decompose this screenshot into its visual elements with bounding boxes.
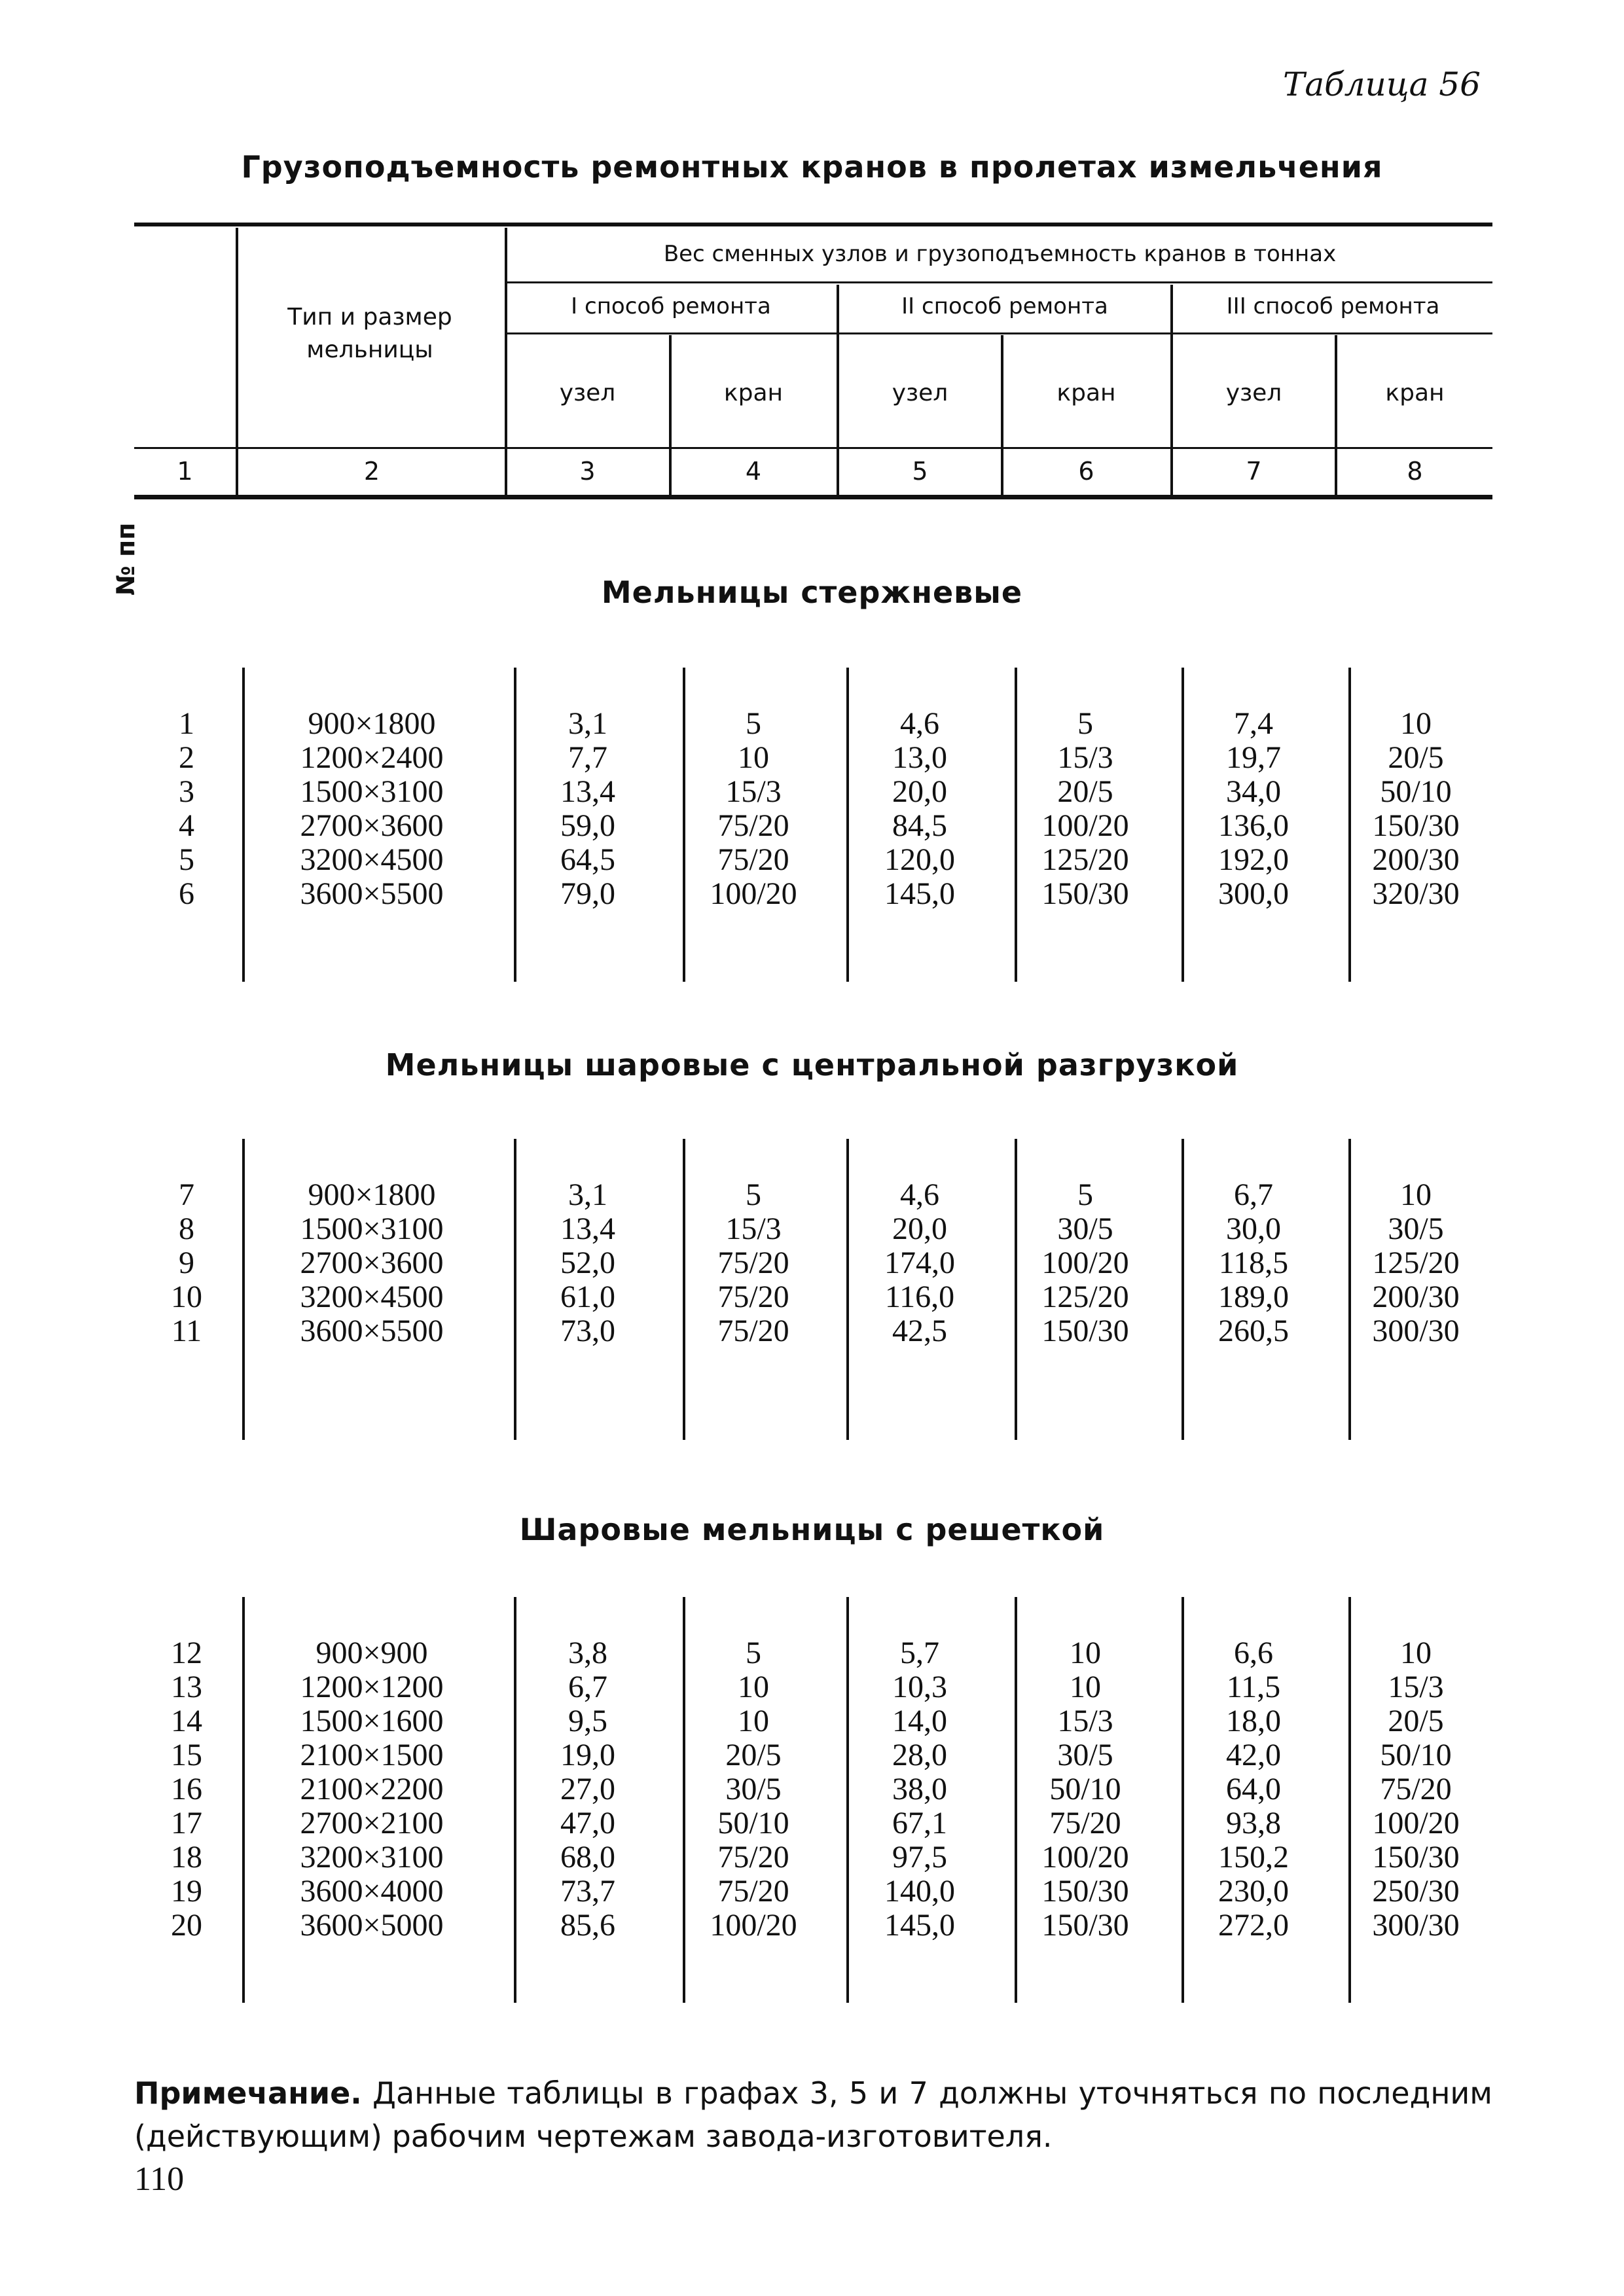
table-row: [134, 1772, 1492, 1806]
table-cell: 15/3: [1388, 1670, 1444, 1704]
note-text: Данные таблицы в графах 3, 5 и 7 должны уточняться по последним (действующим) рабочим чертежам завода-изготовителя.: [134, 2075, 1492, 2154]
table-cell: 2100×1500: [300, 1738, 444, 1772]
table-cell: 50/10: [1049, 1772, 1121, 1806]
header-crane: кран: [1385, 380, 1445, 406]
table-cell: 200/30: [1372, 1280, 1460, 1314]
table-cell: 100/20: [1041, 808, 1129, 843]
table-cell: 15/3: [725, 774, 782, 809]
table-row: [134, 809, 1492, 843]
table-cell: 13,4: [560, 1211, 615, 1246]
table-cell: 11: [171, 1314, 202, 1348]
table-cell: 61,0: [560, 1280, 615, 1314]
table-cell: 3200×4500: [300, 842, 444, 877]
table-cell: 97,5: [892, 1840, 947, 1874]
table-cell: 73,0: [560, 1314, 615, 1348]
table-cell: 79,0: [560, 876, 615, 911]
table-cell: 1500×3100: [300, 1211, 444, 1246]
table-cell: 30/5: [1388, 1211, 1444, 1246]
table-cell: 3,1: [568, 1177, 607, 1212]
table-cell: 14,0: [892, 1704, 947, 1738]
table-cell: 116,0: [884, 1280, 955, 1314]
section-title: Шаровые мельницы с решеткой: [519, 1512, 1105, 1547]
rule: [505, 332, 1492, 334]
divider: [837, 285, 839, 495]
table-cell: 5: [746, 706, 761, 741]
header-crane: кран: [723, 380, 784, 406]
header-group: Вес сменных узлов и грузоподъемность кранов в тоннах: [663, 241, 1337, 267]
table-cell: 120,0: [884, 842, 955, 877]
table-cell: 260,5: [1218, 1314, 1289, 1348]
section-ball-central: [134, 1139, 1492, 1440]
table-cell: 300,0: [1218, 876, 1289, 911]
table-cell: 150/30: [1041, 1314, 1129, 1348]
table-cell: 250/30: [1372, 1874, 1460, 1909]
table-row: [134, 1314, 1492, 1348]
table-cell: 68,0: [560, 1840, 615, 1874]
table-cell: 2700×2100: [300, 1806, 444, 1840]
note: [134, 2072, 1492, 2158]
table-cell: 10: [1400, 706, 1432, 741]
table-cell: 1500×3100: [300, 774, 444, 809]
top-rule: [134, 223, 1492, 226]
page-number: 110: [134, 2161, 185, 2198]
table-cell: 20/5: [725, 1738, 782, 1772]
table-cell: 150/30: [1041, 1874, 1129, 1909]
table-cell: 9: [179, 1246, 194, 1280]
table-cell: 64,5: [560, 842, 615, 877]
table-cell: 75/20: [717, 808, 789, 843]
table-cell: 75/20: [717, 1314, 789, 1348]
table-cell: 10: [738, 1670, 769, 1704]
table-cell: 3200×4500: [300, 1280, 444, 1314]
table-cell: 3: [179, 774, 194, 809]
header-type: Тип и размер мельницы: [287, 304, 452, 363]
divider: [505, 228, 507, 495]
table-caption: Таблица 56: [1283, 65, 1481, 103]
header-node: узел: [892, 380, 948, 406]
table-cell: 47,0: [560, 1806, 615, 1840]
table-cell: 7: [179, 1177, 194, 1212]
table-cell: 145,0: [884, 876, 955, 911]
table-cell: 13: [171, 1670, 202, 1704]
table-cell: 15/3: [1057, 1704, 1113, 1738]
table-cell: 11,5: [1226, 1670, 1281, 1704]
section-title: Мельницы шаровые с центральной разгрузкой: [385, 1047, 1239, 1083]
table-cell: 5: [746, 1177, 761, 1212]
table-cell: 3600×5500: [300, 876, 444, 911]
table-cell: 140,0: [884, 1874, 955, 1909]
table-cell: 5: [746, 1636, 761, 1670]
table-cell: 100/20: [1041, 1840, 1129, 1874]
column-number: 8: [1407, 457, 1423, 486]
table-cell: 1: [179, 706, 194, 741]
table-cell: 5: [1077, 1177, 1093, 1212]
table-row: [134, 707, 1492, 741]
table-cell: 10: [738, 740, 769, 775]
table-row: [134, 877, 1492, 911]
divider: [236, 228, 238, 495]
table-cell: 7,7: [568, 740, 607, 775]
table-cell: 125/20: [1372, 1246, 1460, 1280]
column-number: 3: [579, 457, 596, 486]
table-cell: 16: [171, 1772, 202, 1806]
table-cell: 1500×1600: [300, 1704, 444, 1738]
table-cell: 52,0: [560, 1246, 615, 1280]
table-cell: 100/20: [1041, 1246, 1129, 1280]
table-cell: 12: [171, 1636, 202, 1670]
table-cell: 3600×5000: [300, 1908, 444, 1943]
rule: [505, 281, 1492, 283]
table-cell: 6: [179, 876, 194, 911]
table-cell: 15: [171, 1738, 202, 1772]
table-cell: 2700×3600: [300, 808, 444, 843]
table-cell: 20/5: [1388, 1704, 1444, 1738]
table-row: [134, 843, 1492, 877]
table-cell: 3200×3100: [300, 1840, 444, 1874]
table-cell: 20/5: [1388, 740, 1444, 775]
table-cell: 75/20: [1049, 1806, 1121, 1840]
table-cell: 192,0: [1218, 842, 1289, 877]
table-cell: 1200×1200: [300, 1670, 444, 1704]
table-cell: 200/30: [1372, 842, 1460, 877]
column-number: 7: [1246, 457, 1262, 486]
table-cell: 10: [1070, 1636, 1101, 1670]
table-cell: 85,6: [560, 1908, 615, 1943]
table-cell: 27,0: [560, 1772, 615, 1806]
table-row: [134, 1636, 1492, 1670]
table-cell: 174,0: [884, 1246, 955, 1280]
table-cell: 20,0: [892, 1211, 947, 1246]
table-cell: 189,0: [1218, 1280, 1289, 1314]
table-cell: 2: [179, 740, 194, 775]
table-row: [134, 1246, 1492, 1280]
table-cell: 125/20: [1041, 842, 1129, 877]
table-cell: 30/5: [725, 1772, 782, 1806]
table-cell: 6,6: [1234, 1636, 1273, 1670]
header-crane: кран: [1056, 380, 1116, 406]
table-cell: 75/20: [1380, 1772, 1452, 1806]
table-cell: 10: [1070, 1670, 1101, 1704]
table-cell: 1200×2400: [300, 740, 444, 775]
table-cell: 118,5: [1218, 1246, 1289, 1280]
table-cell: 13,0: [892, 740, 947, 775]
table-cell: 300/30: [1372, 1908, 1460, 1943]
table-row: [134, 1670, 1492, 1704]
table-cell: 15/3: [1057, 740, 1113, 775]
table-cell: 150/30: [1041, 1908, 1129, 1943]
table-cell: 42,0: [1226, 1738, 1281, 1772]
table-cell: 20,0: [892, 774, 947, 809]
table-cell: 100/20: [1372, 1806, 1460, 1840]
table-cell: 19: [171, 1874, 202, 1909]
table-cell: 93,8: [1226, 1806, 1281, 1840]
table-cell: 6,7: [568, 1670, 607, 1704]
table-cell: 4,6: [900, 706, 939, 741]
table-cell: 18: [171, 1840, 202, 1874]
table-cell: 20: [171, 1908, 202, 1943]
column-number: 4: [745, 457, 762, 486]
table-cell: 2100×2200: [300, 1772, 444, 1806]
table-row: [134, 1738, 1492, 1772]
table-cell: 64,0: [1226, 1772, 1281, 1806]
table-cell: 10: [1400, 1177, 1432, 1212]
table-cell: 900×900: [316, 1636, 428, 1670]
table-cell: 20/5: [1057, 774, 1113, 809]
header-number: № пп: [111, 522, 140, 596]
table-row: [134, 1212, 1492, 1246]
table-cell: 75/20: [717, 1874, 789, 1909]
table-cell: 10: [171, 1280, 202, 1314]
section-title: Мельницы стержневые: [601, 575, 1023, 610]
table-cell: 30/5: [1057, 1211, 1113, 1246]
table-cell: 75/20: [717, 1246, 789, 1280]
table-row: [134, 775, 1492, 809]
table-cell: 4: [179, 808, 194, 843]
table-cell: 4,6: [900, 1177, 939, 1212]
table-row: [134, 1280, 1492, 1314]
table-cell: 10: [738, 1704, 769, 1738]
table-cell: 136,0: [1218, 808, 1289, 843]
table-cell: 5: [179, 842, 194, 877]
table-cell: 84,5: [892, 808, 947, 843]
header-node: узел: [559, 380, 616, 406]
table-cell: 6,7: [1234, 1177, 1273, 1212]
table-cell: 75/20: [717, 1280, 789, 1314]
table-cell: 10: [1400, 1636, 1432, 1670]
table-cell: 30/5: [1057, 1738, 1113, 1772]
table-cell: 300/30: [1372, 1314, 1460, 1348]
table-cell: 320/30: [1372, 876, 1460, 911]
table-cell: 28,0: [892, 1738, 947, 1772]
table-row: [134, 1909, 1492, 1943]
note-label: Примечание.: [134, 2075, 362, 2111]
table-cell: 100/20: [710, 1908, 797, 1943]
table-cell: 272,0: [1218, 1908, 1289, 1943]
table-cell: 14: [171, 1704, 202, 1738]
table-cell: 150/30: [1372, 808, 1460, 843]
table-cell: 230,0: [1218, 1874, 1289, 1909]
table-cell: 38,0: [892, 1772, 947, 1806]
table-cell: 100/20: [710, 876, 797, 911]
table-cell: 125/20: [1041, 1280, 1129, 1314]
table-cell: 10,3: [892, 1670, 947, 1704]
table-cell: 145,0: [884, 1908, 955, 1943]
table-cell: 150,2: [1218, 1840, 1289, 1874]
header-node: узел: [1225, 380, 1282, 406]
table-cell: 19,7: [1226, 740, 1281, 775]
table-cell: 17: [171, 1806, 202, 1840]
column-number: 5: [912, 457, 928, 486]
rule: [134, 447, 1492, 449]
table-cell: 42,5: [892, 1314, 947, 1348]
table-row: [134, 741, 1492, 775]
table-row: [134, 1874, 1492, 1909]
table-row: [134, 1704, 1492, 1738]
section-rods: [134, 668, 1492, 982]
table-cell: 5: [1077, 706, 1093, 741]
table-cell: 3600×4000: [300, 1874, 444, 1909]
divider: [1170, 285, 1173, 495]
table-row: [134, 1178, 1492, 1212]
table-cell: 73,7: [560, 1874, 615, 1909]
table-cell: 150/30: [1372, 1840, 1460, 1874]
table-cell: 30,0: [1226, 1211, 1281, 1246]
table-cell: 2700×3600: [300, 1246, 444, 1280]
table-cell: 50/10: [1380, 1738, 1452, 1772]
bottom-rule: [134, 495, 1492, 499]
table-row: [134, 1806, 1492, 1840]
table-cell: 15/3: [725, 1211, 782, 1246]
header-method-2: II способ ремонта: [901, 293, 1108, 319]
column-number: 1: [177, 457, 193, 486]
column-number: 2: [363, 457, 380, 486]
table-cell: 3600×5500: [300, 1314, 444, 1348]
table-cell: 150/30: [1041, 876, 1129, 911]
table-cell: 8: [179, 1211, 194, 1246]
table-cell: 3,1: [568, 706, 607, 741]
table-cell: 13,4: [560, 774, 615, 809]
table-cell: 5,7: [900, 1636, 939, 1670]
table-cell: 7,4: [1234, 706, 1273, 741]
table-cell: 3,8: [568, 1636, 607, 1670]
table-cell: 18,0: [1226, 1704, 1281, 1738]
table-cell: 9,5: [568, 1704, 607, 1738]
table-cell: 67,1: [892, 1806, 947, 1840]
table-cell: 900×1800: [308, 1177, 436, 1212]
table-cell: 50/10: [717, 1806, 789, 1840]
header-method-3: III способ ремонта: [1226, 293, 1440, 319]
header-method-1: I способ ремонта: [571, 293, 771, 319]
section-ball-grate: [134, 1597, 1492, 2003]
column-number: 6: [1078, 457, 1094, 486]
table-cell: 34,0: [1226, 774, 1281, 809]
table-cell: 75/20: [717, 842, 789, 877]
table-cell: 19,0: [560, 1738, 615, 1772]
table-title: Грузоподъемность ремонтных кранов в пролетах измельчения: [241, 149, 1383, 185]
table-cell: 75/20: [717, 1840, 789, 1874]
table-cell: 50/10: [1380, 774, 1452, 809]
table-row: [134, 1840, 1492, 1874]
table-cell: 59,0: [560, 808, 615, 843]
table-cell: 900×1800: [308, 706, 436, 741]
